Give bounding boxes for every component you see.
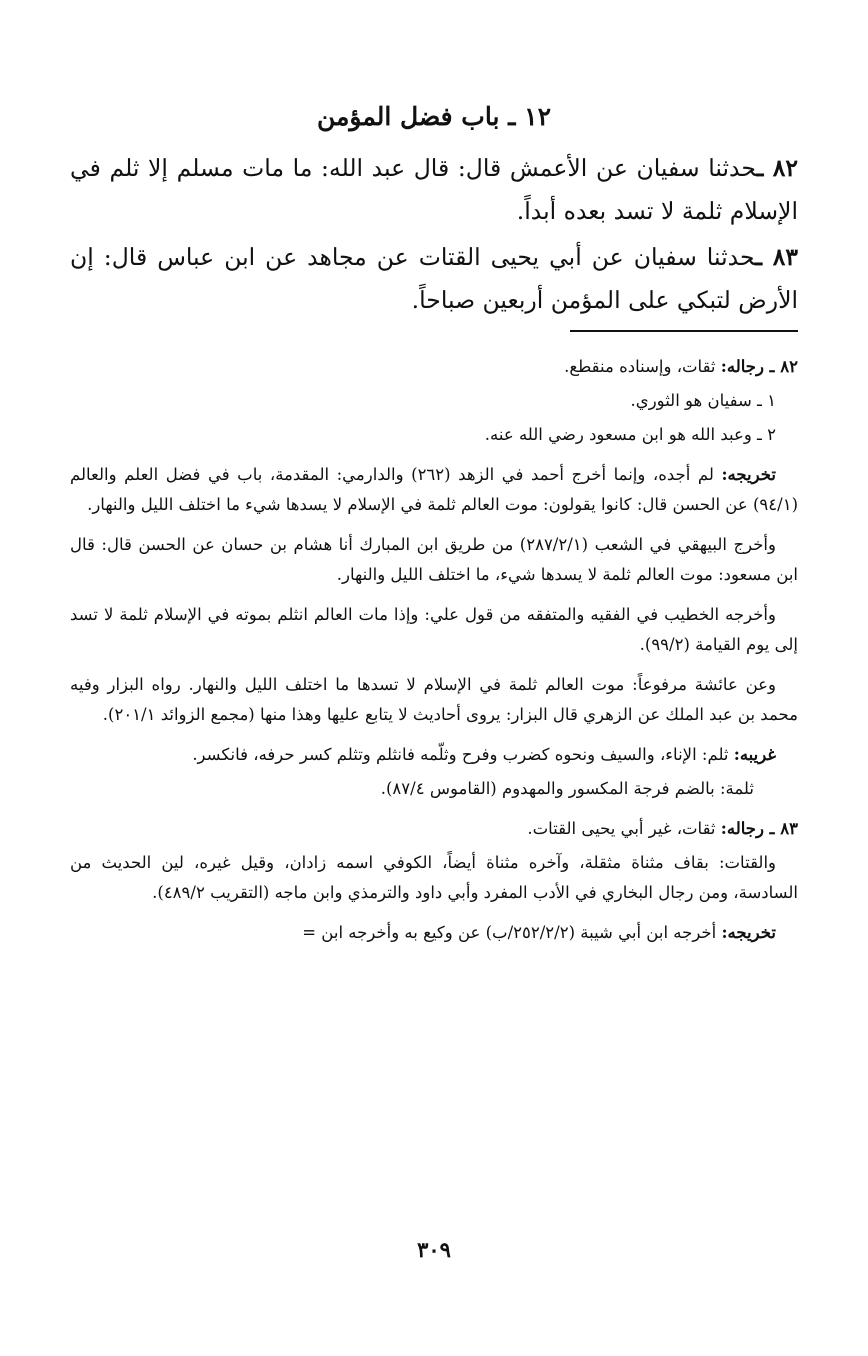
hadith-number: ٨٣ ـ — [755, 243, 798, 271]
note-83-rijal — [70, 814, 798, 844]
hadith-text: حدثنا سفيان عن الأعمش قال: قال عبد الله: ما مات مسلم إلا ثلم في الإسلام ثلمة لا تسد بعده أبداً. — [70, 154, 798, 225]
note-text: أخرجه ابن أبي شيبة (٢٥٢/٢/٢/ب) عن وكيع به وأخرجه ابن = — [302, 923, 717, 942]
note-label: ٨٢ ـ رجاله: — [720, 357, 798, 376]
note-82-aisha: وعن عائشة مرفوعاً: موت العالم ثلمة في الإسلام لا تسدها ما اختلف الليل والنهار. رواه البزار وفيه محمد بن عبد الملك عن الزهري قال البزار: يروى أحاديث لا يتابع عليها وهذا منها (مجمع الزوائد ٢٠١/١). — [70, 675, 798, 724]
chapter-title: ١٢ ـ باب فضل المؤمن — [316, 102, 552, 131]
note-label: ٨٣ ـ رجاله: — [720, 819, 798, 838]
note-82-gharib — [70, 740, 798, 770]
note-82-bayhaqi: وأخرج البيهقي في الشعب (٢٨٧/٢/١) من طريق ابن المبارك أنا هشام بن حسان عن الحسن قال: قال ابن مسعود: موت العالم ثلمة لا يسدها شيء، ما اختلف الليل والنهار. — [70, 535, 798, 584]
note-text: ثلم: الإناء، والسيف ونحوه كضرب وفرح وثلّمه فانثلم وتثلم كسر حرفه، فانكسر. — [192, 745, 729, 764]
footnotes — [70, 352, 798, 952]
note-label: تخريجه: — [721, 923, 776, 942]
footnote-separator — [570, 330, 798, 332]
note-82-item-1: ١ ـ سفيان هو الثوري. — [630, 391, 776, 410]
hadith-number: ٨٢ ـ — [756, 154, 798, 182]
note-text: لم أجده، وإنما أخرج أحمد في الزهد (٢٦٢) والدارمي: المقدمة، باب في فضل العلم والعالم (٩٤/١) عن الحسن قال: كانوا يقولون: موت العالم ثلمة في الإسلام لا يسدها شيء ما اختلف الليل والنهار. — [70, 465, 798, 514]
page-number: ٣٠٩ — [417, 1237, 451, 1262]
note-82-takhrij — [70, 460, 798, 520]
note-82-item-2: ٢ ـ وعبد الله هو ابن مسعود رضي الله عنه. — [484, 425, 776, 444]
note-text: ثقات، غير أبي يحيى القتات. — [527, 819, 716, 838]
hadith-82 — [70, 147, 798, 233]
note-82-thulma: ثلمة: بالضم فرجة المكسور والمهدوم (القاموس ٨٧/٤). — [380, 779, 754, 798]
note-82-khatib: وأخرجه الخطيب في الفقيه والمتفقه من قول علي: وإذا مات العالم انثلم بموته في الإسلام ثلمة لا تسد إلى يوم القيامة (٩٩/٢). — [70, 605, 798, 654]
book-page — [70, 0, 798, 1356]
note-label: تخريجه: — [721, 465, 776, 484]
note-82-rijal — [70, 352, 798, 382]
hadith-83 — [70, 236, 798, 322]
note-83-takhrij — [70, 918, 798, 948]
note-83-qattat: والقتات: بقاف مثناة مثقلة، وآخره مثناة أيضاً، الكوفي اسمه زادان، وقيل غيره، لين الحديث من السادسة، ومن رجال البخاري في الأدب المفرد وأبي داود والترمذي وابن ماجه (التقريب ٤٨٩/٢). — [70, 853, 798, 902]
note-label: غريبه: — [733, 745, 776, 764]
hadith-text: حدثنا سفيان عن أبي يحيى القتات عن مجاهد عن ابن عباس قال: إن الأرض لتبكي على المؤمن أربعين صباحاً. — [70, 243, 798, 314]
note-text: ثقات، وإسناده منقطع. — [564, 357, 716, 376]
